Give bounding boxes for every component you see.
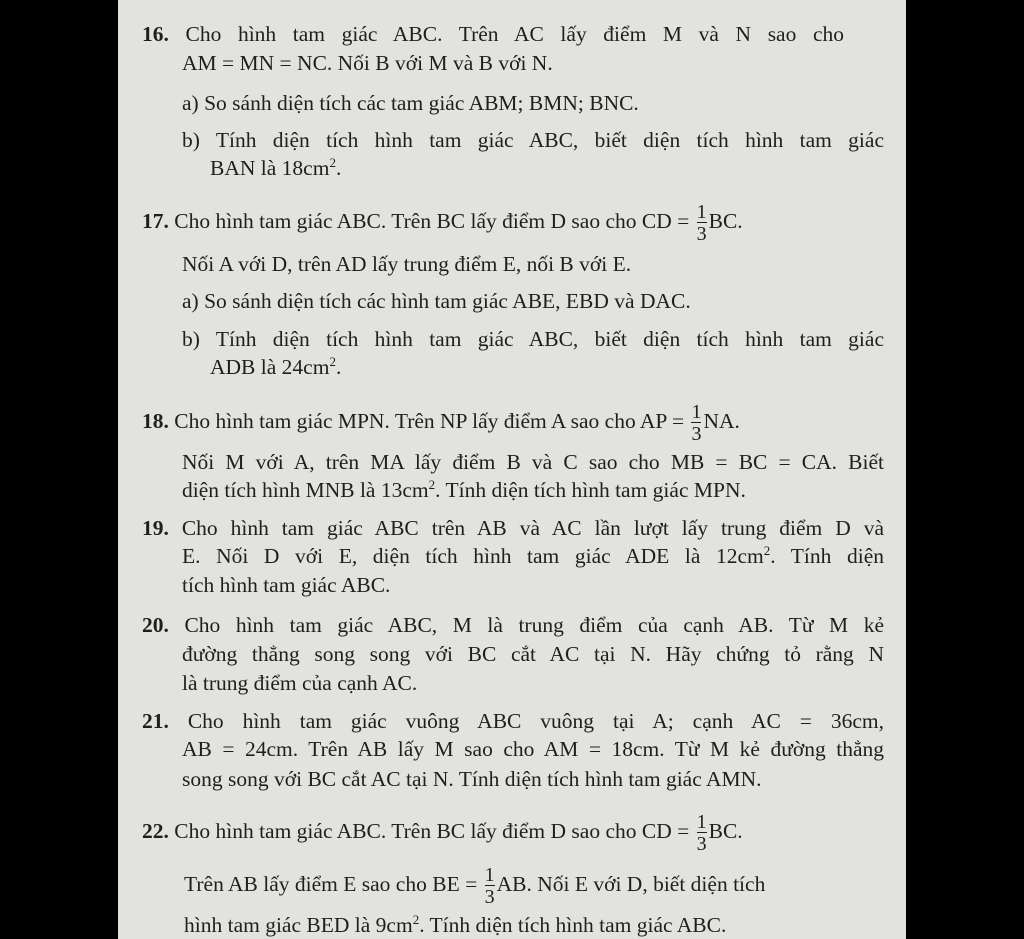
problem-number: 22.: [142, 818, 169, 843]
problem-16-line-2: AM = MN = NC. Nối B với M và B với N.: [182, 51, 553, 75]
fraction: [691, 402, 701, 444]
problem-text: Cho hình tam giác ABC trên AB và AC lần lượt lấy trung điểm D và: [181, 516, 885, 540]
problem-17-line-1: [142, 201, 886, 245]
problem-text: Cho hình tam giác ABC. Trên AC lấy điểm M và N sao cho: [185, 22, 845, 46]
problem-16-line-1: [142, 19, 844, 49]
text: E. Nối D với E, diện tích hình tam giác ADE là 12cm: [182, 544, 764, 568]
problem-number: 16.: [142, 22, 169, 46]
fraction: [485, 865, 495, 907]
text: diện tích hình MNB là 13cm: [182, 478, 429, 502]
text: BC.: [708, 818, 743, 843]
problem-19-line-3: tích hình tam giác ABC.: [182, 573, 391, 597]
book-page: [118, 0, 906, 939]
problem-number: 19.: [142, 516, 169, 540]
problem-17-part-a: a) So sánh diện tích các hình tam giác ABE, EBD và DAC.: [182, 289, 691, 313]
problem-number: 20.: [142, 613, 169, 637]
superscript: 2: [329, 154, 336, 170]
problem-21-line-2: AB = 24cm. Trên AB lấy M sao cho AM = 18cm. Từ M kẻ đường thẳng: [182, 737, 884, 761]
problem-17-line-2: Nối A với D, trên AD lấy trung điểm E, nối B với E.: [182, 252, 632, 276]
fraction-numerator: 1: [691, 401, 702, 423]
fraction-denominator: 3: [691, 423, 702, 445]
problem-number: 21.: [142, 709, 169, 733]
problem-text: Cho hình tam giác vuông ABC vuông tại A; cạnh AC = 36cm,: [187, 709, 885, 733]
superscript: 2: [412, 911, 420, 927]
text: . Tính diện tích hình tam giác MPN.: [435, 478, 746, 502]
text: NA.: [703, 408, 740, 433]
problem-20-line-3: là trung điểm của cạnh AC.: [182, 671, 418, 695]
fraction-denominator: 3: [696, 223, 707, 245]
fraction-denominator: 3: [484, 886, 495, 908]
problem-19-line-1: [142, 513, 884, 543]
problem-21-line-3: song song với BC cắt AC tại N. Tính diện tích hình tam giác AMN.: [182, 767, 762, 791]
text: hình tam giác BED là 9cm: [184, 913, 413, 937]
problem-17-part-b-line-1: b) Tính diện tích hình tam giác ABC, biết diện tích hình tam giác: [182, 327, 884, 351]
problem-16-part-b-line-2: [210, 153, 341, 183]
fraction-numerator: 1: [696, 811, 707, 833]
problem-20-line-1: [142, 610, 884, 640]
text: Trên AB lấy điểm E sao cho BE =: [184, 871, 478, 896]
text: BC.: [708, 208, 743, 233]
problem-16-part-a: a) So sánh diện tích các tam giác ABM; BMN; BNC.: [182, 91, 639, 115]
problem-number: 17.: [142, 208, 169, 233]
fraction-denominator: 3: [696, 833, 707, 855]
problem-19-line-2: [182, 541, 884, 571]
problem-18-line-2: Nối M với A, trên MA lấy điểm B và C sao cho MB = BC = CA. Biết: [182, 450, 884, 474]
problem-17-part-b-line-2: [210, 352, 341, 382]
text: .: [335, 355, 342, 379]
text: AB. Nối E với D, biết diện tích: [496, 871, 766, 896]
text: .: [335, 156, 342, 180]
problem-text: Cho hình tam giác MPN. Trên NP lấy điểm A sao cho AP =: [174, 408, 685, 433]
problem-21-line-1: [142, 706, 884, 736]
problem-text: Cho hình tam giác ABC. Trên BC lấy điểm D sao cho CD =: [174, 818, 690, 843]
text: ADB là 24cm: [210, 355, 330, 379]
problem-16-part-b-line-1: b) Tính diện tích hình tam giác ABC, biết diện tích hình tam giác: [182, 128, 884, 152]
problem-number: 18.: [142, 408, 169, 433]
superscript: 2: [763, 542, 771, 558]
problem-22-line-1: [142, 811, 743, 855]
problem-20-line-2: đường thẳng song song với BC cắt AC tại N. Hãy chứng tỏ rằng N: [182, 642, 884, 666]
fraction-numerator: 1: [484, 864, 495, 886]
problem-22-line-2: [184, 864, 766, 908]
superscript: 2: [428, 476, 436, 492]
problem-text: Cho hình tam giác ABC. Trên BC lấy điểm D sao cho CD =: [174, 208, 690, 233]
text: . Tính diện: [770, 544, 884, 568]
problem-18-line-3: [182, 475, 746, 505]
text: BAN là 18cm: [210, 156, 330, 180]
superscript: 2: [329, 353, 336, 369]
problem-22-line-3: [184, 910, 726, 939]
fraction: [697, 812, 707, 854]
text: . Tính diện tích hình tam giác ABC.: [419, 913, 727, 937]
fraction-numerator: 1: [696, 201, 707, 223]
problem-18-line-1: [142, 401, 740, 445]
fraction: [697, 202, 707, 244]
problem-text: Cho hình tam giác ABC, M là trung điểm của cạnh AB. Từ M kẻ: [184, 613, 884, 637]
